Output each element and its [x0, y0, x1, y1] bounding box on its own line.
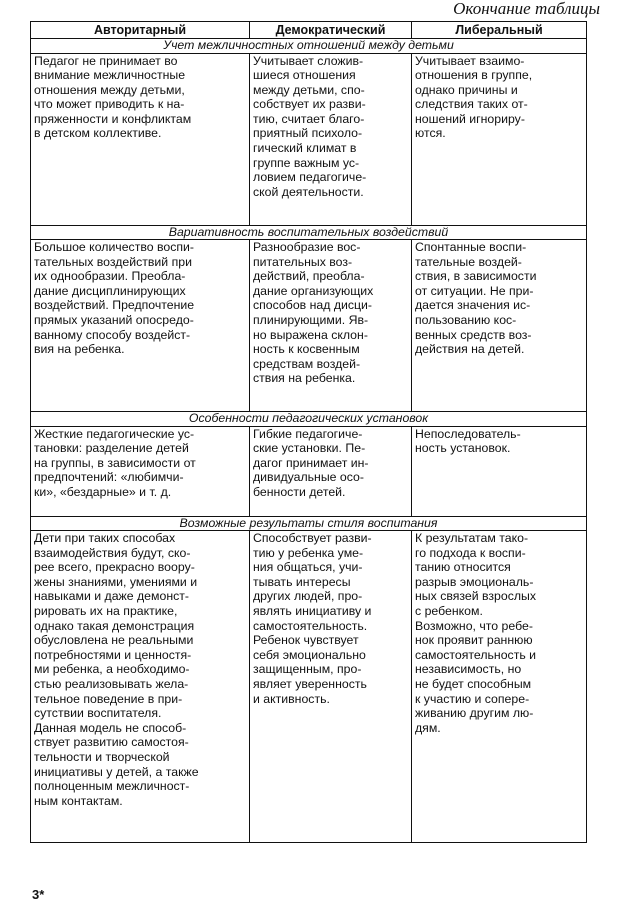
cell-text: Учитывает сложив- шиеся отношения между детьми, спо- собствует их разви- тию, считает благо- приятный психоло- гический климат в группе важным ус- ловием педагогиче- ской деятельности. [253, 53, 367, 199]
cell-text: Жесткие педагогические ус- тановки: разделение детей на группы, в зависимости от предпочтений: «любимчи- ки», «бездарные» и т. д. [34, 426, 196, 499]
cell-text: Разнообразие вос- питательных воз- действий, преобла- дание организующих способов над дисци- плинирующими. Яв- но выражена склон- ность к косвенным средствам воздей- ствия на ребенка. [253, 240, 374, 386]
section-title: Учет межличностных отношений между детьми [31, 39, 587, 54]
header-row [31, 22, 587, 39]
cell-text: Дети при таких способах взаимодействия будут, ско- рее всего, прекрасно воору- жены знаниями, умениями и навыками и даже демонст- рировать их на практике, однако такая демонстрация обусловлена не реальными потребностями и ценностя- ми ребенка, а необходимо- стью реализовывать жела- тельное поведение в при- сутствии воспитателя. Данная модель не способ- ствует развитию самостоя- тельности и творческой инициативы у детей, а также полноценным межличност- ным контактам. [34, 531, 199, 808]
cell-text: К результатам тако- го подхода к воспи- танию относится разрыв эмоциональ- ных связей взрослых с ребенком. Возможно, что ребе- нок проявит раннюю самостоятельность и независимость, но не будет способным к участию и сопере- живанию другим лю- дям. [415, 531, 537, 735]
cell-democratic [250, 531, 412, 843]
column-header-authoritarian: Авторитарный [31, 22, 250, 39]
cell-authoritarian [31, 426, 250, 516]
cell-text: Непоследователь- ность установок. [415, 426, 521, 456]
cell-democratic [250, 53, 412, 225]
cell-authoritarian [31, 531, 250, 843]
cell-democratic [250, 240, 412, 412]
cell-text: Спонтанные воспи- тательные воздей- ствия, в зависимости от ситуации. Не при- дается значения ис- пользованию кос- венных средств воз- действия на детей. [415, 240, 537, 357]
section-row [31, 39, 587, 54]
cell-liberal [412, 240, 587, 412]
cell-authoritarian [31, 240, 250, 412]
cell-authoritarian [31, 53, 250, 225]
section-title: Особенности педагогических установок [31, 412, 587, 427]
cell-liberal [412, 53, 587, 225]
table-continuation-caption: Окончание таблицы [453, 0, 600, 18]
table-row [31, 240, 587, 412]
cell-text: Педагог не принимает во внимание межличностные отношения между детьми, что может приводить к на- пряженности и конфликтам в детском коллективе. [34, 53, 192, 141]
section-title: Возможные результаты стиля воспитания [31, 516, 587, 531]
cell-liberal [412, 426, 587, 516]
parenting-styles-table [30, 21, 587, 843]
section-title: Вариативность воспитательных воздействий [31, 225, 587, 240]
section-row [31, 412, 587, 427]
column-header-liberal: Либеральный [412, 22, 587, 39]
table-row [31, 426, 587, 516]
table-row [31, 53, 587, 225]
cell-text: Учитывает взаимо- отношения в группе, однако причины и следствия таких от- ношений игнориру- ются. [415, 53, 533, 141]
cell-text: Большое количество воспи- тательных воздействий при их однообразии. Преобла- дание дисциплинирующих воздействий. Предпочтение прямых указаний опосредо- ванному способу воздейст- вия на ребенка. [34, 240, 195, 357]
cell-democratic [250, 426, 412, 516]
section-row [31, 516, 587, 531]
cell-liberal [412, 531, 587, 843]
column-header-democratic: Демократический [250, 22, 412, 39]
cell-text: Способствует разви- тию у ребенка уме- ния общаться, учи- тывать интересы других людей, про- являть инициативу и самостоятельность. Ребенок чувствует себя эмоционально защищенным, про- являет уверенность и активность. [253, 531, 372, 706]
section-row [31, 225, 587, 240]
page-number: 3* [32, 887, 45, 902]
table-row [31, 531, 587, 843]
cell-text: Гибкие педагогиче- ские установки. Пе- дагог принимает ин- дивидуальные осо- бенности детей. [253, 426, 369, 499]
